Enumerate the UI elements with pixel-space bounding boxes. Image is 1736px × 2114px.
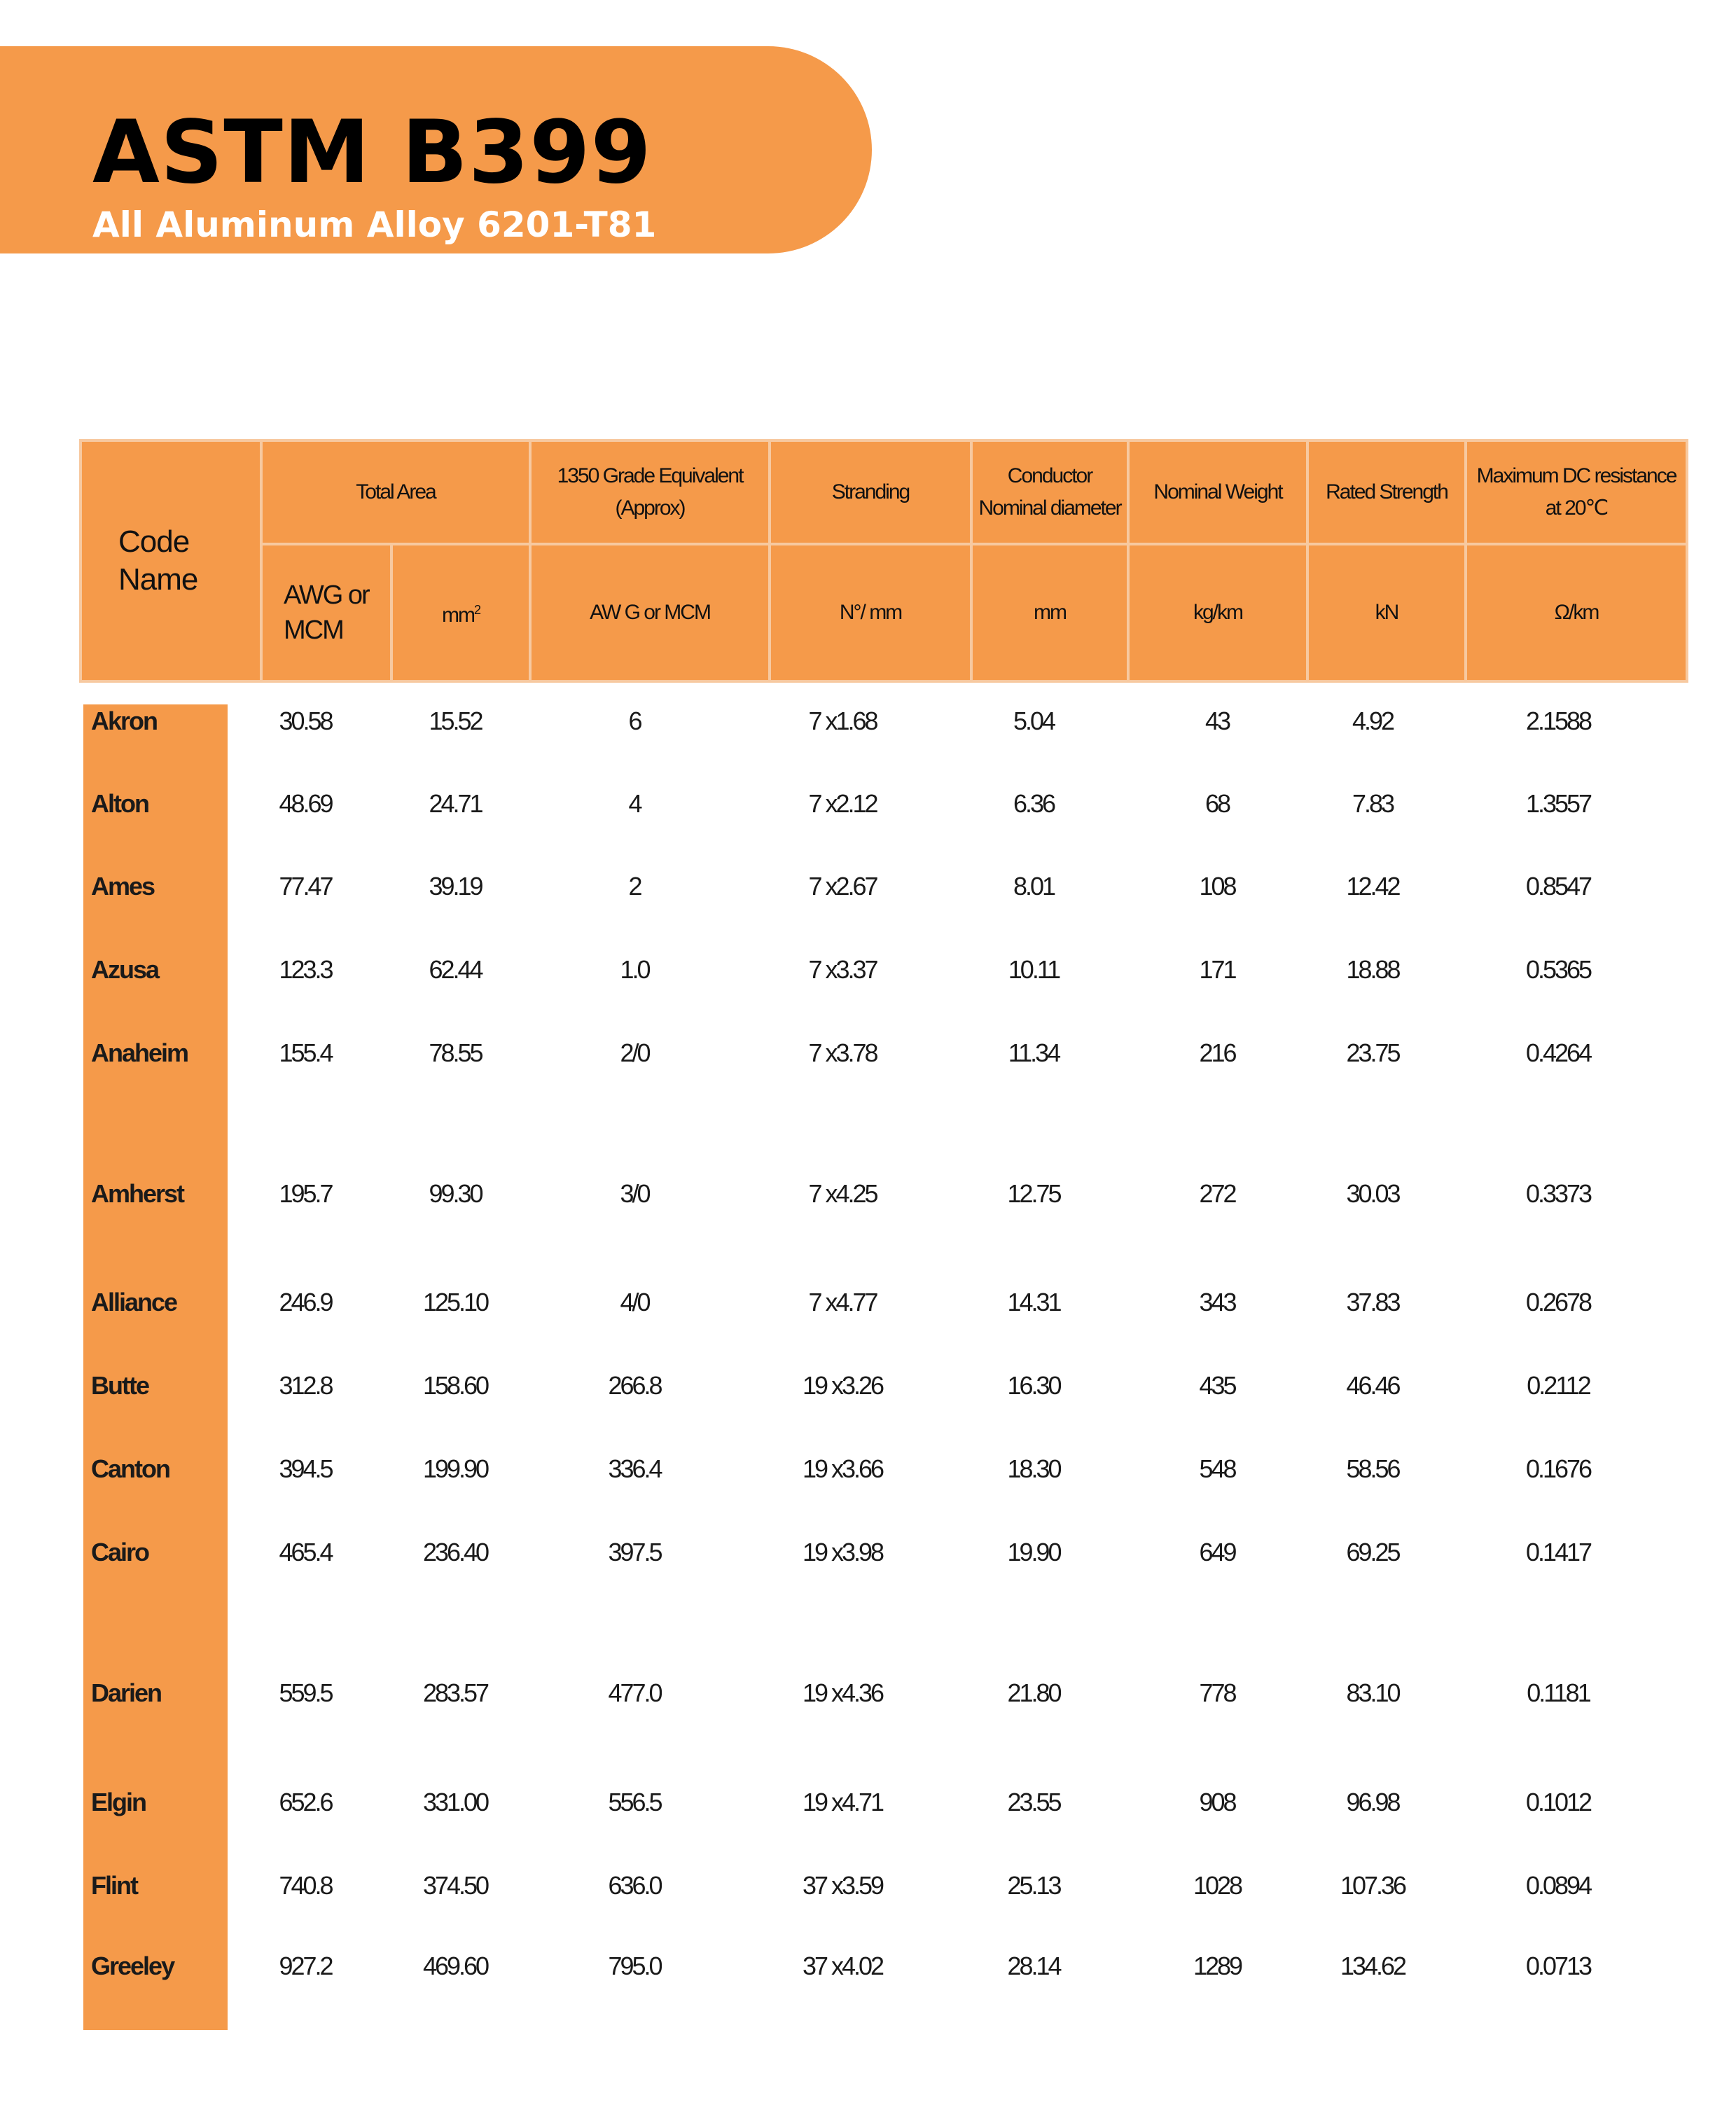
cell-diameter: 6.36	[1013, 789, 1055, 818]
header-grade-equivalent: 1350 Grade Equivalent (Approx)	[530, 440, 770, 544]
cell-equivalent: 556.5	[608, 1788, 661, 1816]
cell-equivalent: 6	[628, 707, 641, 735]
cell-strength: 4.92	[1352, 707, 1394, 735]
table-row	[0, 1672, 1736, 1714]
cell-resistance: 0.3373	[1525, 1179, 1591, 1208]
cell-awg: 195.7	[279, 1179, 332, 1208]
code-name: Anaheim	[91, 1038, 188, 1067]
cell-weight: 108	[1199, 872, 1235, 900]
cell-diameter: 21.80	[1007, 1678, 1060, 1707]
cell-mm2: 236.40	[422, 1538, 488, 1566]
cell-resistance: 0.0713	[1525, 1952, 1591, 1980]
cell-resistance: 0.1676	[1525, 1454, 1591, 1483]
table-row	[0, 1865, 1736, 1907]
cell-equivalent: 2	[628, 872, 641, 900]
cell-stranding: 7 x2.67	[808, 872, 877, 900]
header-stranding: Stranding	[770, 440, 971, 544]
cell-awg: 740.8	[279, 1871, 332, 1900]
code-name: Alton	[91, 789, 148, 818]
cell-awg: 559.5	[279, 1678, 332, 1707]
cell-mm2: 15.52	[429, 707, 482, 735]
unit-diameter: mm	[971, 544, 1128, 681]
cell-strength: 7.83	[1352, 789, 1394, 818]
cell-mm2: 199.90	[422, 1454, 488, 1483]
unit-equiv-awg-mcm: AW G or MCM	[530, 544, 770, 681]
cell-stranding: 7 x1.68	[808, 707, 877, 735]
cell-awg: 77.47	[279, 872, 332, 900]
cell-resistance: 1.3557	[1525, 789, 1591, 818]
cell-stranding: 19 x3.26	[802, 1371, 883, 1400]
cell-awg: 155.4	[279, 1038, 332, 1067]
header-nominal-weight: Nominal Weight	[1128, 440, 1307, 544]
cell-mm2: 283.57	[422, 1678, 488, 1707]
cell-diameter: 12.75	[1007, 1179, 1060, 1208]
table-row	[0, 1945, 1736, 1987]
cell-awg: 927.2	[279, 1952, 332, 1980]
cell-weight: 43	[1204, 707, 1230, 735]
code-name: Darien	[91, 1678, 162, 1707]
cell-equivalent: 477.0	[608, 1678, 661, 1707]
cell-weight: 343	[1199, 1288, 1235, 1316]
cell-resistance: 0.0894	[1525, 1871, 1591, 1900]
cell-strength: 23.75	[1346, 1038, 1399, 1067]
code-name: Greeley	[91, 1952, 174, 1980]
unit-mm2-superscript: 2	[473, 603, 480, 617]
table-row	[0, 700, 1736, 742]
table-row	[0, 1173, 1736, 1215]
cell-strength: 18.88	[1346, 955, 1399, 984]
header-total-area: Total Area	[261, 440, 530, 544]
cell-diameter: 14.31	[1007, 1288, 1060, 1316]
cell-diameter: 23.55	[1007, 1788, 1060, 1816]
cell-equivalent: 397.5	[608, 1538, 661, 1566]
cell-diameter: 5.04	[1013, 707, 1055, 735]
table-row	[0, 1281, 1736, 1323]
table-row	[0, 1448, 1736, 1490]
cell-awg: 394.5	[279, 1454, 332, 1483]
cell-strength: 46.46	[1346, 1371, 1399, 1400]
cell-equivalent: 3/0	[620, 1179, 649, 1208]
unit-weight: kg/km	[1128, 544, 1307, 681]
cell-strength: 69.25	[1346, 1538, 1399, 1566]
cell-stranding: 19 x4.71	[802, 1788, 883, 1816]
cell-resistance: 0.2112	[1527, 1371, 1590, 1400]
cell-awg: 48.69	[279, 789, 332, 818]
cell-stranding: 19 x3.98	[802, 1538, 883, 1566]
unit-strength: kN	[1307, 544, 1466, 681]
cell-awg: 246.9	[279, 1288, 332, 1316]
cell-mm2: 99.30	[429, 1179, 482, 1208]
cell-strength: 30.03	[1346, 1179, 1399, 1208]
cell-diameter: 19.90	[1007, 1538, 1060, 1566]
unit-mm2-base: mm	[442, 604, 474, 627]
header-rated-strength: Rated Strength	[1307, 440, 1466, 544]
cell-mm2: 331.00	[422, 1788, 488, 1816]
cell-stranding: 7 x4.25	[808, 1179, 877, 1208]
cell-resistance: 2.1588	[1525, 707, 1591, 735]
cell-diameter: 25.13	[1007, 1871, 1060, 1900]
cell-weight: 68	[1204, 789, 1230, 818]
cell-mm2: 78.55	[429, 1038, 482, 1067]
code-name: Amherst	[91, 1179, 184, 1208]
header-conductor-diameter: Conductor Nominal diameter	[971, 440, 1128, 544]
cell-equivalent: 636.0	[608, 1871, 661, 1900]
cell-mm2: 39.19	[429, 872, 482, 900]
table-row	[0, 1032, 1736, 1074]
code-name: Azusa	[91, 955, 159, 984]
cell-stranding: 7 x2.12	[808, 789, 877, 818]
cell-stranding: 7 x4.77	[808, 1288, 877, 1316]
cell-mm2: 158.60	[422, 1371, 488, 1400]
cell-equivalent: 4	[628, 789, 641, 818]
cell-weight: 171	[1199, 955, 1235, 984]
cell-strength: 96.98	[1346, 1788, 1399, 1816]
cell-weight: 649	[1199, 1538, 1235, 1566]
cell-resistance: 0.4264	[1525, 1038, 1591, 1067]
cell-awg: 30.58	[279, 707, 332, 735]
code-name: Ames	[91, 872, 155, 900]
unit-mm2	[391, 544, 530, 681]
cell-stranding: 19 x4.36	[802, 1678, 883, 1707]
page-subtitle-line1: All Aluminum Alloy 6201-T81	[92, 204, 657, 245]
cell-stranding: 37 x3.59	[802, 1871, 883, 1900]
cell-resistance: 0.1417	[1525, 1538, 1591, 1566]
cell-equivalent: 336.4	[608, 1454, 661, 1483]
table-row	[0, 783, 1736, 825]
unit-stranding: N°/ mm	[770, 544, 971, 681]
cell-weight: 435	[1199, 1371, 1235, 1400]
cell-stranding: 19 x3.66	[802, 1454, 883, 1483]
cell-resistance: 0.5365	[1525, 955, 1591, 984]
cell-mm2: 374.50	[422, 1871, 488, 1900]
code-name: Canton	[91, 1454, 169, 1483]
cell-strength: 12.42	[1346, 872, 1399, 900]
cell-strength: 58.56	[1346, 1454, 1399, 1483]
cell-diameter: 28.14	[1007, 1952, 1060, 1980]
cell-weight: 1289	[1193, 1952, 1242, 1980]
cell-weight: 778	[1199, 1678, 1235, 1707]
page-title: ASTM B399	[92, 102, 652, 203]
cell-equivalent: 4/0	[620, 1288, 649, 1316]
table-row	[0, 865, 1736, 908]
cell-awg: 123.3	[279, 955, 332, 984]
cell-weight: 908	[1199, 1788, 1235, 1816]
code-name: Elgin	[91, 1788, 146, 1816]
unit-resistance: Ω/km	[1466, 544, 1687, 681]
cell-weight: 1028	[1193, 1871, 1242, 1900]
cell-strength: 83.10	[1346, 1678, 1399, 1707]
cell-diameter: 8.01	[1013, 872, 1055, 900]
cell-strength: 134.62	[1340, 1952, 1405, 1980]
table-row	[0, 1365, 1736, 1407]
cell-mm2: 62.44	[429, 955, 482, 984]
cell-equivalent: 795.0	[608, 1952, 661, 1980]
cell-strength: 37.83	[1346, 1288, 1399, 1316]
page-subtitle-line2: Conductors ( AAAC )	[92, 248, 493, 288]
table-row	[0, 949, 1736, 991]
cell-weight: 548	[1199, 1454, 1235, 1483]
header-code-name: Code Name	[81, 440, 261, 681]
cell-awg: 465.4	[279, 1538, 332, 1566]
table-row	[0, 1781, 1736, 1823]
code-name: Akron	[91, 707, 158, 735]
cell-resistance: 0.2678	[1525, 1288, 1591, 1316]
cell-weight: 216	[1199, 1038, 1235, 1067]
code-name: Butte	[91, 1371, 148, 1400]
cell-resistance: 0.1181	[1527, 1678, 1590, 1707]
cell-mm2: 469.60	[422, 1952, 488, 1980]
cell-diameter: 10.11	[1008, 955, 1060, 984]
unit-awg-mcm: AWG or MCM	[261, 544, 391, 681]
cell-strength: 107.36	[1340, 1871, 1405, 1900]
cell-diameter: 16.30	[1007, 1371, 1060, 1400]
cell-diameter: 11.34	[1008, 1038, 1060, 1067]
header-max-dc-resistance: Maximum DC resistance at 20℃	[1466, 440, 1687, 544]
cell-stranding: 7 x3.37	[808, 955, 877, 984]
code-name: Cairo	[91, 1538, 149, 1566]
cell-awg: 312.8	[279, 1371, 332, 1400]
cell-equivalent: 266.8	[608, 1371, 661, 1400]
table-row	[0, 1531, 1736, 1573]
cell-resistance: 0.8547	[1525, 872, 1591, 900]
cell-awg: 652.6	[279, 1788, 332, 1816]
cell-weight: 272	[1199, 1179, 1235, 1208]
code-name: Flint	[91, 1871, 137, 1900]
cell-equivalent: 1.0	[620, 955, 649, 984]
table-header	[79, 439, 1688, 683]
cell-stranding: 7 x3.78	[808, 1038, 877, 1067]
cell-equivalent: 2/0	[620, 1038, 649, 1067]
cell-resistance: 0.1012	[1525, 1788, 1591, 1816]
cell-stranding: 37 x4.02	[802, 1952, 883, 1980]
code-name: Alliance	[91, 1288, 177, 1316]
cell-diameter: 18.30	[1007, 1454, 1060, 1483]
cell-mm2: 125.10	[422, 1288, 488, 1316]
cell-mm2: 24.71	[429, 789, 482, 818]
title-banner	[0, 46, 872, 288]
